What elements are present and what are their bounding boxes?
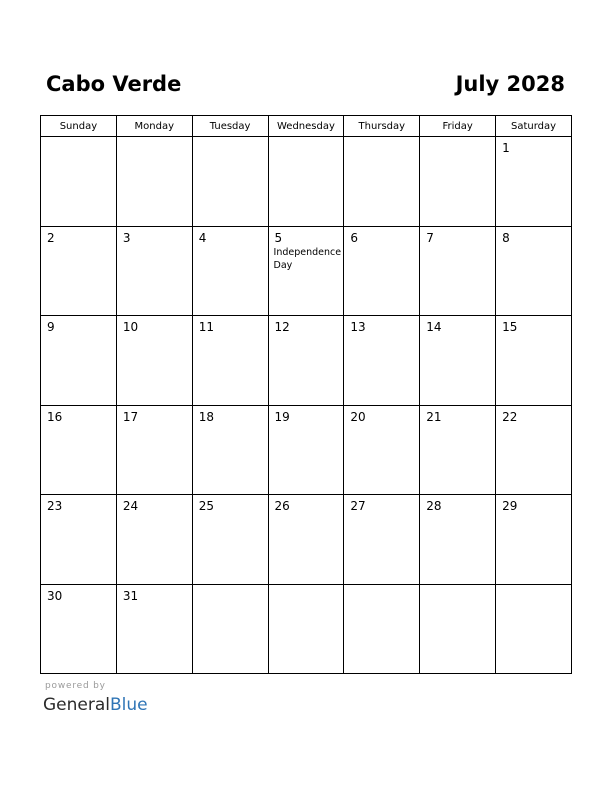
day-number: 5 (274, 230, 283, 245)
week-row (41, 316, 572, 406)
calendar-month-title: July 2028 (455, 72, 565, 96)
day-cell (496, 405, 572, 495)
day-cell (41, 226, 117, 316)
day-cell (116, 405, 192, 495)
day-number (193, 585, 268, 589)
holiday-label: Independence Day (273, 246, 342, 271)
day-number: 3 (122, 230, 131, 245)
day-cell (268, 495, 344, 585)
day-number (193, 137, 268, 141)
week-row (41, 137, 572, 227)
day-cell (344, 584, 420, 674)
day-cell (420, 137, 496, 227)
week-row (41, 495, 572, 585)
day-number: 9 (47, 320, 55, 334)
day-number: 28 (426, 499, 442, 513)
weekday-header: Thursday (344, 116, 420, 137)
day-cell (420, 226, 496, 316)
day-cell (268, 584, 344, 674)
day-number (117, 137, 192, 141)
day-cell (41, 584, 117, 674)
day-cell (344, 316, 420, 406)
day-cell (192, 584, 268, 674)
day-number: 7 (426, 230, 434, 245)
day-number: 8 (502, 230, 510, 245)
day-number (420, 585, 495, 589)
day-cell (192, 226, 268, 316)
weekday-header: Monday (116, 116, 192, 137)
day-cell (41, 405, 117, 495)
month-calendar-grid (40, 115, 572, 674)
day-cell (192, 137, 268, 227)
weekday-header: Saturday (496, 116, 572, 137)
day-cell (41, 495, 117, 585)
day-cell (496, 137, 572, 227)
day-number (420, 137, 495, 141)
day-number: 16 (47, 409, 63, 424)
day-number: 4 (198, 230, 207, 245)
day-cell (116, 495, 192, 585)
generalblue-footer (43, 681, 148, 716)
day-number: 23 (47, 499, 63, 513)
day-number: 27 (350, 499, 366, 513)
day-cell (496, 584, 572, 674)
day-cell (496, 316, 572, 406)
week-row (41, 226, 572, 316)
day-number: 2 (47, 230, 55, 245)
day-number: 30 (47, 588, 63, 603)
day-cell (420, 495, 496, 585)
day-number: 29 (502, 499, 518, 513)
day-number: 26 (274, 499, 290, 513)
weekday-header-row (41, 116, 572, 137)
day-number: 15 (502, 320, 518, 334)
day-number: 13 (350, 320, 366, 334)
week-row (41, 405, 572, 495)
day-number: 1 (502, 141, 510, 155)
day-cell (192, 316, 268, 406)
day-cell (496, 495, 572, 585)
day-number: 17 (122, 409, 139, 424)
day-number: 19 (274, 409, 290, 424)
day-number: 31 (122, 588, 139, 603)
day-cell (344, 226, 420, 316)
weekday-header: Wednesday (268, 116, 344, 137)
day-cell (420, 405, 496, 495)
day-number: 6 (350, 230, 359, 245)
day-number: 24 (122, 499, 139, 513)
day-cell (116, 226, 192, 316)
day-number (41, 137, 116, 141)
day-cell (268, 405, 344, 495)
day-cell (420, 316, 496, 406)
day-cell (344, 137, 420, 227)
logo-text-general: General (43, 695, 110, 715)
day-number (496, 585, 571, 589)
day-cell (420, 584, 496, 674)
day-number: 10 (122, 320, 139, 334)
day-number (344, 137, 419, 141)
day-number (269, 137, 344, 141)
day-cell (344, 405, 420, 495)
day-cell (116, 584, 192, 674)
day-number (269, 585, 344, 589)
generalblue-logo (43, 694, 148, 716)
weekday-header: Tuesday (192, 116, 268, 137)
day-number: 22 (502, 409, 518, 424)
day-cell (41, 316, 117, 406)
day-cell (268, 316, 344, 406)
day-cell (116, 316, 192, 406)
powered-by-label: powered by (45, 681, 106, 691)
day-number: 25 (198, 499, 214, 513)
day-cell (344, 495, 420, 585)
day-number: 21 (426, 409, 442, 424)
day-number (344, 585, 419, 589)
day-cell (496, 226, 572, 316)
day-number: 20 (350, 409, 366, 424)
logo-text-blue: Blue (110, 695, 148, 715)
weekday-header: Sunday (41, 116, 117, 137)
weekday-header: Friday (420, 116, 496, 137)
day-cell (41, 137, 117, 227)
week-row (41, 584, 572, 674)
day-cell (192, 495, 268, 585)
day-number: 18 (198, 409, 214, 424)
day-number: 12 (274, 320, 290, 334)
day-cell (268, 226, 344, 316)
day-cell (268, 137, 344, 227)
day-cell (116, 137, 192, 227)
day-cell (192, 405, 268, 495)
day-number: 14 (426, 320, 442, 334)
calendar-country-title: Cabo Verde (46, 72, 182, 96)
day-number: 11 (198, 320, 214, 334)
